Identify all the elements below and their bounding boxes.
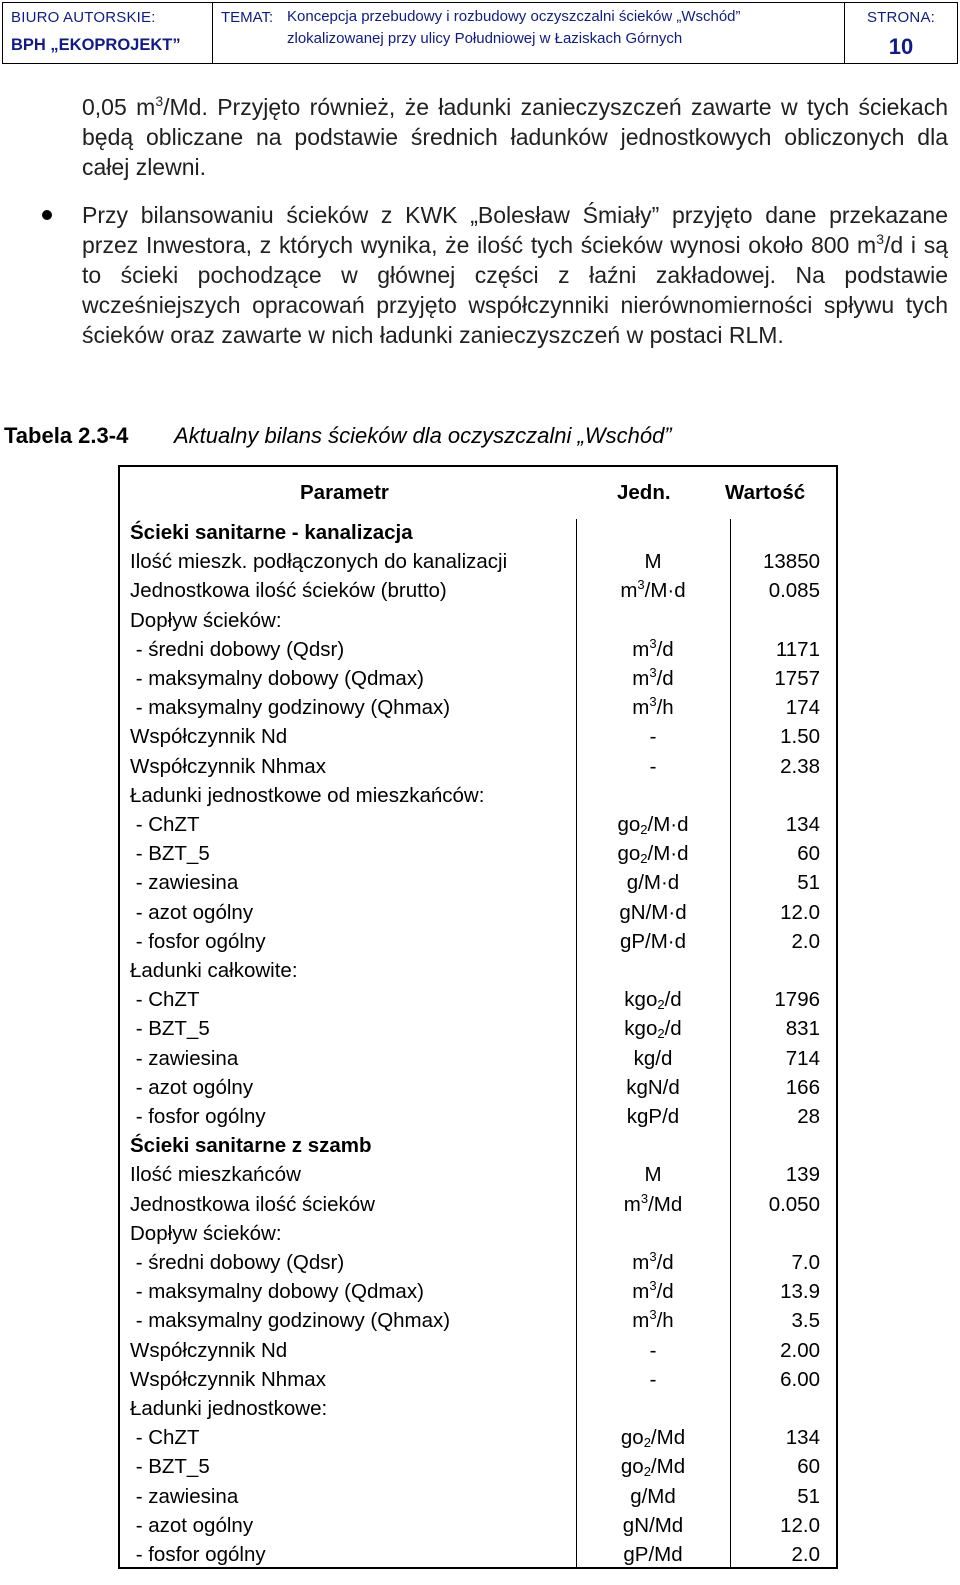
page-cell [845,3,957,63]
table-row [120,811,836,840]
table-row [120,753,836,782]
para2-text-b: /d i są to ścieki pochodzące w głównej części z łaźni zakładowej. Na podstawie wcześniejszych opracowań przyjęto współczynniki nierównomierności spływu tych ścieków oraz zawarte w nich ładunki zanieczyszczeń w postaci RLM. [82,232,948,348]
param-cell: - ChZT [130,988,200,1012]
param-cell: Ładunki całkowite: [130,959,298,982]
unit-cell: g/Md [630,1484,676,1508]
value-cell: 714 [785,1046,820,1070]
param-cell: Ścieki sanitarne z szamb [130,1134,372,1158]
value-cell: 0.050 [768,1192,820,1216]
value-cell: 1171 [775,637,820,661]
value-cell: 139 [785,1163,820,1187]
value-cell: 2.0 [791,1543,820,1566]
topic-label: TEMAT: [221,9,274,26]
unit-cell: $m^3/d$ [632,635,674,661]
topic-line-1: Koncepcja przebudowy i rozbudowy oczyszczalni ścieków „Wschód” [287,8,741,25]
unit-cell: gN/Md [622,1513,684,1537]
table-caption-number: Tabela 2.3-4 [4,423,129,448]
paragraph-kwk [82,200,948,350]
unit-cell: $m^3/h$ [632,694,674,720]
param-cell: - BZT_5 [130,1017,210,1041]
value-cell: 60 [797,1455,820,1479]
para2-text-a: Przy bilansowaniu ścieków z KWK „Bolesław Śmiały” przyjęto dane przekazane przez Inwestora, z których wynika, że ilość tych ścieków wynosi około 800 m [82,202,948,258]
table-row [120,577,836,606]
table-row [120,1161,836,1190]
value-cell: 1.50 [780,725,820,749]
para1-text-b: /Md. Przyjęto również, że ładunki zanieczyszczeń zawarte w tych ściekach będą obliczane na podstawie średnich ładunków jednostkowych obliczonych dla całej zlewni. [82,94,948,180]
value-cell: 13850 [762,550,820,574]
unit-cell: $go_2/Md$ [620,1455,686,1480]
unit-cell: $m^3/M\cdot d$ [620,577,686,603]
table-row [120,1541,836,1570]
unit-cell: gP/M·d [619,929,687,953]
value-cell: 2.0 [791,929,820,953]
param-cell: - fosfor ogólny [130,1105,266,1128]
table-row [120,636,836,665]
bullet-icon [42,210,52,220]
unit-cell: kg/d [633,1046,673,1070]
author-name: BPH „EKOPROJEKT” [11,36,181,54]
param-cell: - zawiesina [130,1484,239,1508]
param-cell: Ścieki sanitarne - kanalizacja [130,521,413,544]
value-cell: 51 [797,1484,820,1508]
para1-sup: 3 [155,93,164,109]
value-cell: 13.9 [780,1280,820,1304]
param-cell: - ChZT [130,1426,200,1450]
table-row [120,723,836,752]
unit-cell: - [649,1338,657,1362]
table-row [120,1424,836,1453]
unit-cell: kgP/d [626,1105,680,1128]
table-header-row [120,467,836,519]
table-row [120,840,836,869]
param-cell: - azot ogólny [130,1075,254,1099]
balance-table [118,465,838,1569]
value-cell: 12.0 [780,900,820,924]
value-cell: 166 [785,1075,820,1099]
param-cell: Ilość mieszk. podłączonych do kanalizacji [130,550,508,574]
table-row [120,1249,836,1278]
unit-cell: gN/M·d [619,900,687,924]
table-row [120,957,836,986]
table-row [120,1395,836,1424]
value-cell: 60 [797,842,820,866]
table-row [120,1453,836,1482]
param-cell: - maksymalny dobowy (Qdmax) [130,1280,424,1304]
value-cell: 1796 [774,988,820,1012]
unit-cell: $go_2/M\cdot d$ [617,842,689,867]
value-cell: 134 [785,1426,820,1450]
table-row [120,899,836,928]
param-cell: - fosfor ogólny [130,929,266,953]
value-cell: 2.00 [780,1338,820,1362]
unit-cell: kgN/d [626,1075,680,1099]
value-cell: 0.085 [768,579,820,603]
table-row [120,1103,836,1132]
table-row [120,869,836,898]
value-cell: 831 [785,1017,820,1041]
unit-cell: - [649,725,657,749]
table-row [120,665,836,694]
table-row [120,1015,836,1044]
unit-cell: $m^3/d$ [632,1278,674,1304]
param-cell: Dopływ ścieków: [130,1221,282,1245]
unit-cell: $m^3/Md$ [623,1190,683,1216]
param-cell: - zawiesina [130,871,239,895]
param-cell: Jednostkowa ilość ścieków (brutto) [130,579,447,603]
param-cell: - średni dobowy (Qdsr) [130,1251,345,1274]
value-cell: 6.00 [780,1367,820,1391]
page-number: 10 [888,34,914,59]
param-cell: - maksymalny godzinowy (Qhmax) [130,696,451,720]
para1-text-a: 0,05 m [82,94,156,120]
unit-cell: $go_2/Md$ [620,1426,686,1451]
value-cell: 28 [797,1105,820,1128]
unit-cell: - [649,754,657,778]
table-row [120,1191,836,1220]
author-cell [3,3,213,63]
column-header-parametr: Parametr [300,481,389,504]
param-cell: Współczynnik Nhmax [130,1367,326,1391]
document-header [2,2,958,64]
table-row [120,928,836,957]
table-row [120,1045,836,1074]
param-cell: Ładunki jednostkowe: [130,1397,328,1420]
unit-cell: M [644,1163,662,1187]
topic-line-2: zlokalizowanej przy ulicy Południowej w Łaziskach Górnych [287,30,683,47]
param-cell: Ilość mieszkańców [130,1163,301,1187]
param-cell: Współczynnik Nhmax [130,754,326,778]
topic-cell [213,3,845,63]
param-cell: Dopływ ścieków: [130,608,282,632]
unit-cell: $m^3/h$ [632,1307,674,1333]
unit-cell: kgo$_2$/d [624,988,682,1013]
param-cell: - średni dobowy (Qdsr) [130,637,345,661]
table-row [120,1307,836,1336]
param-cell: Jednostkowa ilość ścieków [130,1192,375,1216]
unit-cell: kgo$_2$/d [624,1017,682,1042]
paragraph-continuation [82,92,948,182]
param-cell: - BZT_5 [130,1455,210,1479]
param-cell: - zawiesina [130,1046,239,1070]
table-row [120,1512,836,1541]
unit-cell: $m^3/d$ [632,1249,674,1274]
table-row [120,1074,836,1103]
param-cell: Ładunki jednostkowe od mieszkańców: [130,783,485,807]
topic-text [287,6,741,57]
param-cell: - maksymalny dobowy (Qdmax) [130,667,424,690]
unit-cell: $m^3/d$ [632,665,674,690]
unit-cell: $go_2/M\cdot d$ [617,813,689,837]
table-section-row [120,519,836,548]
table-row [120,1366,836,1395]
value-cell: 3.5 [791,1309,820,1333]
param-cell: - fosfor ogólny [130,1543,266,1566]
table-row [120,1337,836,1366]
unit-cell: - [649,1367,657,1391]
value-cell: 134 [785,813,820,836]
table-row [120,1278,836,1307]
value-cell: 174 [785,696,820,720]
param-cell: - ChZT [130,813,200,836]
table-row [120,1483,836,1512]
table-row [120,607,836,636]
unit-cell: gP/Md [623,1543,683,1566]
table-row [120,694,836,723]
value-cell: 12.0 [780,1513,820,1537]
table-row [120,782,836,811]
param-cell: - azot ogólny [130,900,254,924]
unit-cell: g/M·d [626,871,680,895]
param-cell: - azot ogólny [130,1513,254,1537]
param-cell: - maksymalny godzinowy (Qhmax) [130,1309,451,1333]
value-cell: 1757 [774,667,820,690]
table-row [120,1220,836,1249]
param-cell: - BZT_5 [130,842,210,866]
author-label: BIURO AUTORSKIE: [11,9,156,26]
table-section-row [120,1132,836,1161]
para2-sup: 3 [876,231,884,247]
value-cell: 7.0 [791,1251,820,1274]
column-header-unit: Jedn. [617,481,671,504]
page-label: STRONA: [866,9,936,26]
param-cell: Współczynnik Nd [130,1338,288,1362]
column-header-value: Wartość [725,481,806,504]
table-caption-title: Aktualny bilans ścieków dla oczyszczalni „Wschód” [174,423,672,448]
param-cell: Współczynnik Nd [130,725,288,749]
table-row [120,548,836,577]
value-cell: 51 [797,871,820,895]
unit-cell: M [644,550,662,574]
table-row [120,986,836,1015]
value-cell: 2.38 [780,754,820,778]
